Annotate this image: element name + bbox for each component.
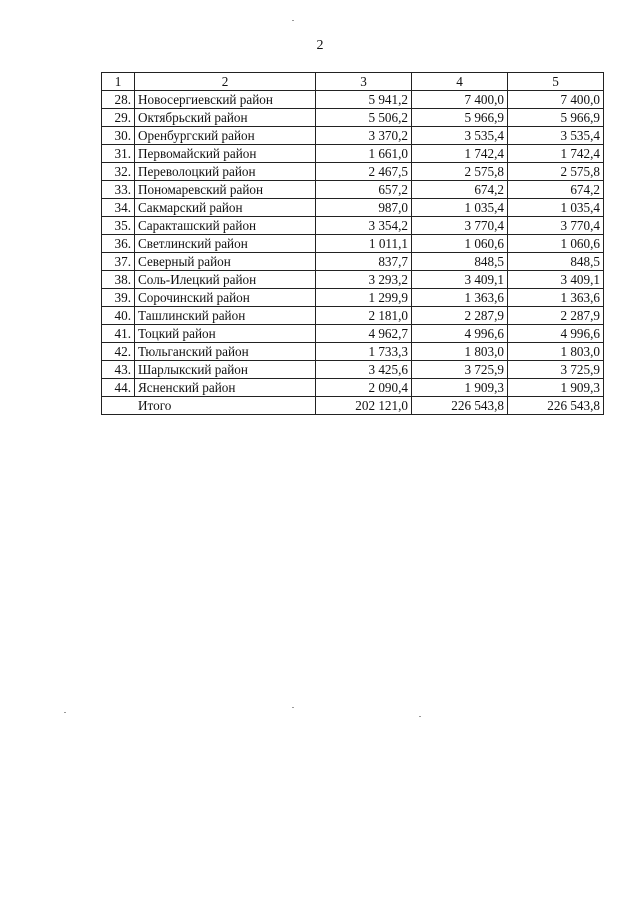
table-row	[102, 361, 604, 379]
district-name: Саракташский район	[135, 217, 316, 235]
district-name: Переволоцкий район	[135, 163, 316, 181]
value-col-4: 3 409,1	[412, 271, 508, 289]
district-name: Октябрьский район	[135, 109, 316, 127]
row-number: 37.	[102, 253, 135, 271]
table-row	[102, 181, 604, 199]
district-name: Пономаревский район	[135, 181, 316, 199]
value-col-5: 3 409,1	[508, 271, 604, 289]
row-number: 42.	[102, 343, 135, 361]
table-row	[102, 289, 604, 307]
row-number: 30.	[102, 127, 135, 145]
district-name: Сакмарский район	[135, 199, 316, 217]
value-col-3: 5 941,2	[316, 91, 412, 109]
value-col-3: 3 354,2	[316, 217, 412, 235]
district-name: Первомайский район	[135, 145, 316, 163]
district-name: Шарлыкский район	[135, 361, 316, 379]
value-col-4: 2 287,9	[412, 307, 508, 325]
row-number: 43.	[102, 361, 135, 379]
district-name: Сорочинский район	[135, 289, 316, 307]
table-row	[102, 217, 604, 235]
value-col-4: 674,2	[412, 181, 508, 199]
value-col-3: 4 962,7	[316, 325, 412, 343]
row-number: 34.	[102, 199, 135, 217]
value-col-4: 3 770,4	[412, 217, 508, 235]
value-col-4: 5 966,9	[412, 109, 508, 127]
value-col-3: 837,7	[316, 253, 412, 271]
table-row	[102, 307, 604, 325]
value-col-5: 5 966,9	[508, 109, 604, 127]
value-col-5: 1 742,4	[508, 145, 604, 163]
value-col-5: 674,2	[508, 181, 604, 199]
value-col-4: 2 575,8	[412, 163, 508, 181]
row-number: 32.	[102, 163, 135, 181]
table-row	[102, 163, 604, 181]
value-col-3: 1 661,0	[316, 145, 412, 163]
district-name: Ясненский район	[135, 379, 316, 397]
value-col-3: 3 425,6	[316, 361, 412, 379]
table-row	[102, 271, 604, 289]
value-col-5: 2 575,8	[508, 163, 604, 181]
table-row	[102, 109, 604, 127]
value-col-3: 3 293,2	[316, 271, 412, 289]
table-row	[102, 145, 604, 163]
district-name: Тюльганский район	[135, 343, 316, 361]
district-name: Светлинский район	[135, 235, 316, 253]
row-number: 41.	[102, 325, 135, 343]
total-col-5: 226 543,8	[508, 397, 604, 415]
table-row	[102, 91, 604, 109]
row-number: 38.	[102, 271, 135, 289]
value-col-4: 1 909,3	[412, 379, 508, 397]
header-cell-1: 1	[102, 73, 135, 91]
scan-speck	[64, 712, 66, 713]
scan-speck	[292, 707, 294, 708]
value-col-5: 1 909,3	[508, 379, 604, 397]
value-col-3: 987,0	[316, 199, 412, 217]
table-row	[102, 325, 604, 343]
district-name: Ташлинский район	[135, 307, 316, 325]
row-number: 35.	[102, 217, 135, 235]
value-col-5: 4 996,6	[508, 325, 604, 343]
row-number: 31.	[102, 145, 135, 163]
table-row	[102, 379, 604, 397]
value-col-3: 2 090,4	[316, 379, 412, 397]
total-row	[102, 397, 604, 415]
value-col-4: 1 035,4	[412, 199, 508, 217]
value-col-3: 1 733,3	[316, 343, 412, 361]
header-cell-2: 2	[135, 73, 316, 91]
row-number: 40.	[102, 307, 135, 325]
budget-table	[101, 72, 604, 415]
district-name: Соль-Илецкий район	[135, 271, 316, 289]
scan-speck	[419, 716, 421, 717]
row-number: 36.	[102, 235, 135, 253]
header-cell-4: 4	[412, 73, 508, 91]
table-row	[102, 199, 604, 217]
table-row	[102, 235, 604, 253]
value-col-3: 1 011,1	[316, 235, 412, 253]
row-number: 29.	[102, 109, 135, 127]
value-col-3: 657,2	[316, 181, 412, 199]
value-col-3: 2 181,0	[316, 307, 412, 325]
header-cell-5: 5	[508, 73, 604, 91]
district-name: Тоцкий район	[135, 325, 316, 343]
value-col-4: 7 400,0	[412, 91, 508, 109]
value-col-5: 848,5	[508, 253, 604, 271]
header-cell-3: 3	[316, 73, 412, 91]
value-col-5: 1 363,6	[508, 289, 604, 307]
table-body	[102, 73, 604, 415]
total-label: Итого	[102, 397, 316, 415]
value-col-5: 1 035,4	[508, 199, 604, 217]
value-col-4: 1 060,6	[412, 235, 508, 253]
district-name: Северный район	[135, 253, 316, 271]
table-header-row	[102, 73, 604, 91]
value-col-5: 1 803,0	[508, 343, 604, 361]
value-col-4: 1 363,6	[412, 289, 508, 307]
table-row	[102, 343, 604, 361]
row-number: 39.	[102, 289, 135, 307]
page-number: 2	[316, 38, 324, 53]
total-col-4: 226 543,8	[412, 397, 508, 415]
row-number: 44.	[102, 379, 135, 397]
table-row	[102, 127, 604, 145]
value-col-5: 3 725,9	[508, 361, 604, 379]
scan-speck	[292, 20, 294, 21]
value-col-5: 2 287,9	[508, 307, 604, 325]
value-col-4: 3 725,9	[412, 361, 508, 379]
total-col-3: 202 121,0	[316, 397, 412, 415]
value-col-5: 7 400,0	[508, 91, 604, 109]
table-row	[102, 253, 604, 271]
value-col-4: 848,5	[412, 253, 508, 271]
row-number: 33.	[102, 181, 135, 199]
row-number: 28.	[102, 91, 135, 109]
value-col-5: 3 770,4	[508, 217, 604, 235]
value-col-4: 4 996,6	[412, 325, 508, 343]
value-col-4: 3 535,4	[412, 127, 508, 145]
value-col-3: 5 506,2	[316, 109, 412, 127]
value-col-5: 1 060,6	[508, 235, 604, 253]
value-col-4: 1 742,4	[412, 145, 508, 163]
value-col-3: 1 299,9	[316, 289, 412, 307]
value-col-3: 3 370,2	[316, 127, 412, 145]
value-col-5: 3 535,4	[508, 127, 604, 145]
district-name: Новосергиевский район	[135, 91, 316, 109]
district-name: Оренбургский район	[135, 127, 316, 145]
value-col-3: 2 467,5	[316, 163, 412, 181]
value-col-4: 1 803,0	[412, 343, 508, 361]
